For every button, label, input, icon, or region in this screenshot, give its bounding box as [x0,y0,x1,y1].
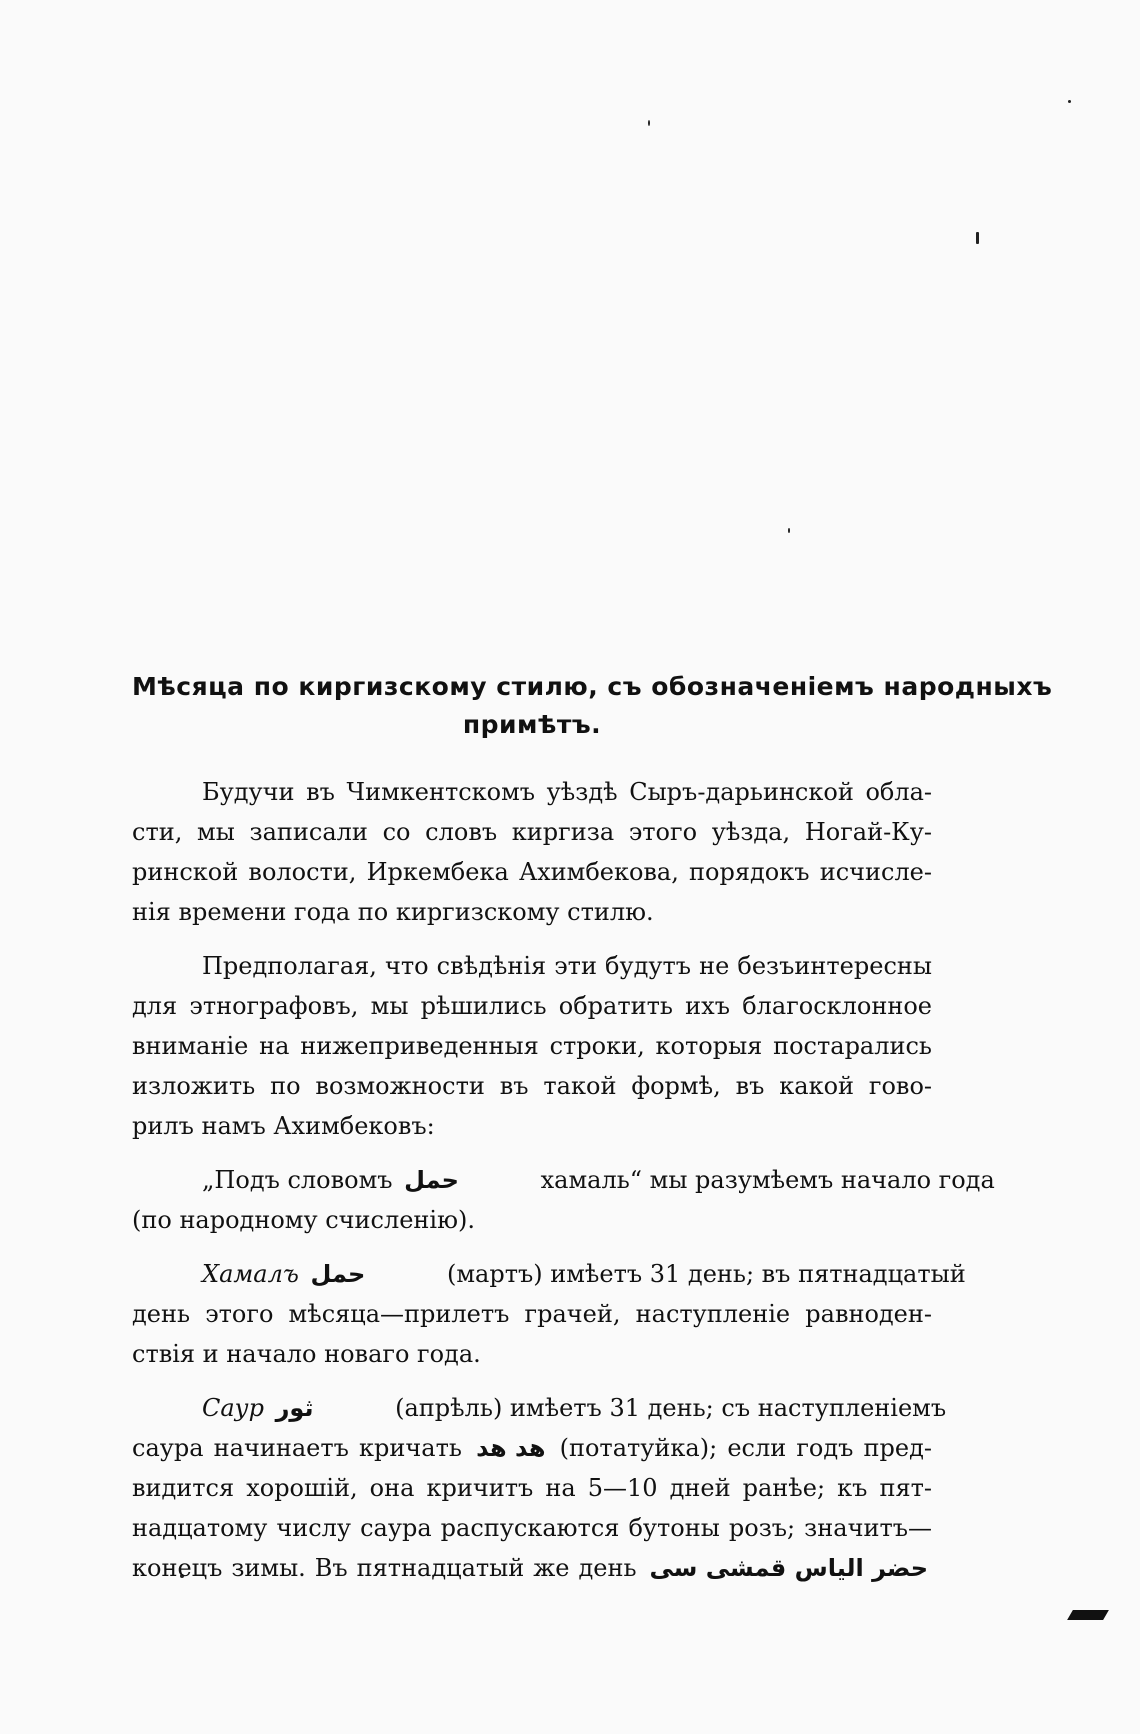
text-line: видится хорошій, она кричитъ на 5—10 дней ранѣе; къ пят- [132,1474,932,1502]
paragraph-intro [132,772,932,932]
edge-mark [1067,1610,1109,1620]
paragraph-saur-month [132,1388,947,1588]
text-fragment: „Подъ словомъ [202,1166,393,1194]
text-line: надцатому числу саура распускаются бутоны розъ; значитъ— [132,1514,932,1542]
text-line: нія времени года по киргизскому стилю. [132,898,654,926]
text-line [132,1160,995,1200]
arabic-word: هد هد [476,1434,546,1462]
print-speck [648,120,650,126]
page-text [132,668,1053,1588]
section-heading [132,668,1053,744]
heading-line-1: Мѣсяца по киргизскому стилю, съ обозначеніемъ народныхъ [132,672,1053,701]
text-fragment: хамаль“ мы разумѣемъ начало года [540,1166,995,1194]
text-line: изложить по возможности въ такой формѣ, въ какой гово- [132,1072,932,1100]
print-speck [788,528,790,533]
text-line: ствія и начало новаго года. [132,1340,481,1368]
paragraph-purpose [132,946,932,1146]
heading-line-2: примѣтъ. [462,710,602,739]
text-line [132,1428,932,1468]
text-line [132,1548,932,1588]
arabic-word: حمل [310,1260,366,1288]
text-line: Будучи въ Чимкентскомъ уѣздѣ Сыръ-дарьинской обла- [202,778,932,806]
text-line: сти, мы записали со словъ киргиза этого уѣзда, Ногай-Ку- [132,818,932,846]
text-line: день этого мѣсяца—прилетъ грачей, наступленіе равноден- [132,1300,932,1328]
paragraph-hamal-definition [132,1160,995,1240]
text-fragment: конецъ зимы. Въ пятнадцатый же день [132,1554,637,1582]
month-name: Саур [202,1394,264,1422]
text-line: ринской волости, Иркембека Ахимбекова, порядокъ исчисле- [132,858,932,886]
text-line [132,1388,947,1428]
paragraph-hamal-month [132,1254,966,1374]
text-fragment: саура начинаетъ кричать [132,1434,462,1462]
print-speck [1068,100,1071,103]
print-speck [976,232,979,244]
month-name: Хамалъ [202,1260,299,1288]
text-line: для этнографовъ, мы рѣшились обратить ихъ благосклонное [132,992,932,1020]
text-line: Предполагая, что свѣдѣнія эти будутъ не безъинтересны [202,952,932,980]
arabic-word: حمل [404,1166,459,1194]
arabic-word: ثور [275,1394,314,1422]
text-line: (по народному счисленію). [132,1206,475,1234]
text-fragment: (потатуйка); если годъ пред- [559,1434,933,1462]
arabic-phrase: حضر الياس قمشى سى [649,1554,928,1582]
text-fragment: (апрѣль) имѣетъ 31 день; съ наступленіемъ [395,1394,947,1422]
text-line: рилъ намъ Ахимбековъ: [132,1112,435,1140]
text-line [132,1254,966,1294]
text-fragment: (мартъ) имѣетъ 31 день; въ пятнадцатый [446,1260,966,1288]
text-line: вниманіе на нижеприведенныя строки, которыя постарались [132,1032,932,1060]
